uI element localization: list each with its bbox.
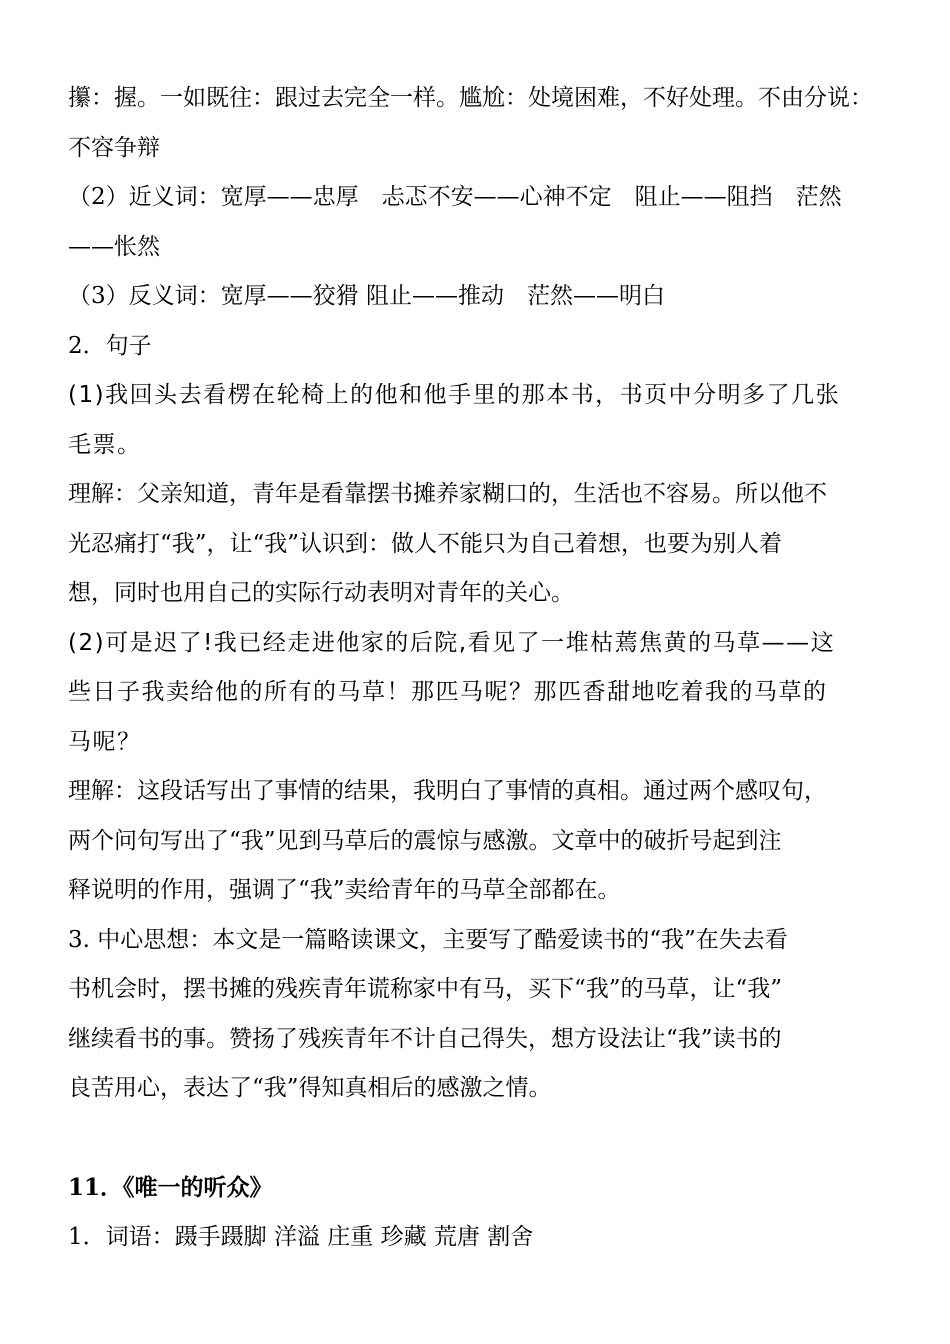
text-line: （3）反义词：宽厚——狡猾 阻止——推动 茫然——明白 (68, 283, 665, 309)
quoted-sentence-line: (2)可是迟了!我已经走进他家的后院,看见了一堆枯蔫焦黄的马草——这 (68, 629, 836, 656)
blank-line (68, 1114, 888, 1164)
text-line: （2）近义词：宽厚——忠厚 忐忑不安——心神不定 阻止——阻挡 茫然 (68, 184, 842, 210)
quoted-sentence-line: (1)我回头去看楞在轮椅上的他和他手里的那本书，书页中分明多了几张 (68, 382, 841, 408)
text-line: ——怅然 (68, 233, 160, 260)
text-line: 良苦用心，表达了“我”得知真相后的感激之情。 (68, 1075, 552, 1101)
text-line: 2．句子 (68, 332, 152, 359)
text-line: 理解：这段话写出了事情的结果，我明白了事情的真相。通过两个感叹句， (68, 778, 827, 804)
text-line: 两个问句写出了“我”见到马草后的震惊与感激。文章中的破折号起到注 (68, 827, 782, 854)
text-line: 释说明的作用，强调了“我”卖给青年的马草全部都在。 (68, 877, 621, 903)
text-line: 1．词语：蹑手蹑脚 洋溢 庄重 珍藏 荒唐 割舍 (68, 1223, 534, 1250)
quoted-sentence-line: 毛票。 (68, 431, 142, 458)
text-line: 3. 中心思想：本文是一篇略读课文，主要写了酷爱读书的“我”在失去看 (68, 926, 788, 953)
text-line: 不容争辩 (68, 134, 160, 161)
text-line: 继续看书的事。赞扬了残疾青年不计自己得失，想方设法让“我”读书的 (68, 1025, 782, 1052)
text-line: 攥：握。一如既往：跟过去完全一样。尴尬：处境困难，不好处理。不由分说： (68, 85, 873, 111)
text-line: 光忍痛打“我”，让“我”认识到：做人不能只为自己着想，也要为别人着 (68, 530, 783, 557)
section-heading: 11．《唯一的听众》 (68, 1174, 273, 1201)
quoted-sentence-line: 些日子我卖给他的所有的马草！那匹马呢？那匹香甜地吃着我的马草的 (68, 679, 828, 705)
document-page (68, 74, 888, 1262)
text-line: 书机会时，摆书摊的残疾青年谎称家中有马，买下“我”的马草，让“我” (68, 976, 783, 1002)
text-line: 想，同时也用自己的实际行动表明对青年的关心。 (68, 580, 574, 606)
text-line: 理解：父亲知道，青年是看靠摆书摊养家糊口的，生活也不容易。所以他不 (68, 481, 827, 507)
quoted-sentence-line: 马呢？ (68, 728, 142, 755)
